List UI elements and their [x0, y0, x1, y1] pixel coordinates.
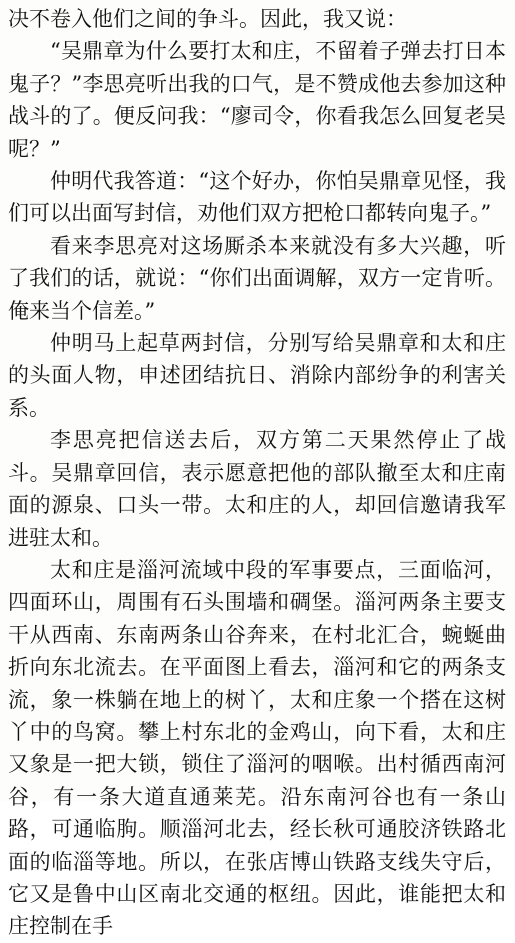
paragraph-1: 决不卷入他们之间的争斗。因此，我又说：: [8, 7, 407, 31]
paragraph-6: 李思亮把信送去后，双方第二天果然停止了战斗。吴鼎章回信，表示愿意把他的部队撤至太和庄南面的源泉、口头一带。太和庄的人，却回信邀请我军进驻太和。: [8, 428, 506, 550]
paragraph-7: 太和庄是淄河流域中段的军事要点，三面临河，四面环山，周围有石头围墙和碉堡。淄河两条主要支干从西南、东南两条山谷奔来，在村北汇合，蜿蜒曲折向东北流去。在平面图上看去，淄河和它的两条支流，象一株躺在地上的树丫，太和庄象一个搭在这树丫中的鸟窝。攀上村东北的金鸡山，向下看，太和庄又象是一把大锁，锁住了淄河的咽喉。出村循西南河谷，有一条大道直通莱芜。沿东南河谷也有一条山路，可通临朐。顺淄河北去，经长秋可通胶济铁路北面的临淄等地。所以，在张店博山铁路支线失守后，它又是鲁中山区南北交通的枢纽。因此，谁能把太和庄控制在手: [8, 557, 506, 939]
paragraph-3: 仲明代我答道：“这个好办，你怕吴鼎章见怪，我们可以出面写封信，劝他们双方把枪口都转向鬼子。”: [8, 169, 506, 226]
paragraph-2: “吴鼎章为什么要打太和庄，不留着子弹去打日本鬼子？”李思亮听出我的口气，是不赞成他去参加这种战斗的了。便反问我：“廖司令，你看我怎么回复老吴呢？”: [8, 39, 506, 161]
paragraph-4: 看来李思亮对这场厮杀本来就没有多大兴趣，听了我们的话，就说：“你们出面调解，双方一定肯听。俺来当个信差。”: [8, 233, 506, 323]
paragraph-5: 仲明马上起草两封信，分别写给吴鼎章和太和庄的头面人物，申述团结抗日、消除内部纷争的利害关系。: [8, 331, 506, 420]
body-text: [8, 3, 506, 943]
